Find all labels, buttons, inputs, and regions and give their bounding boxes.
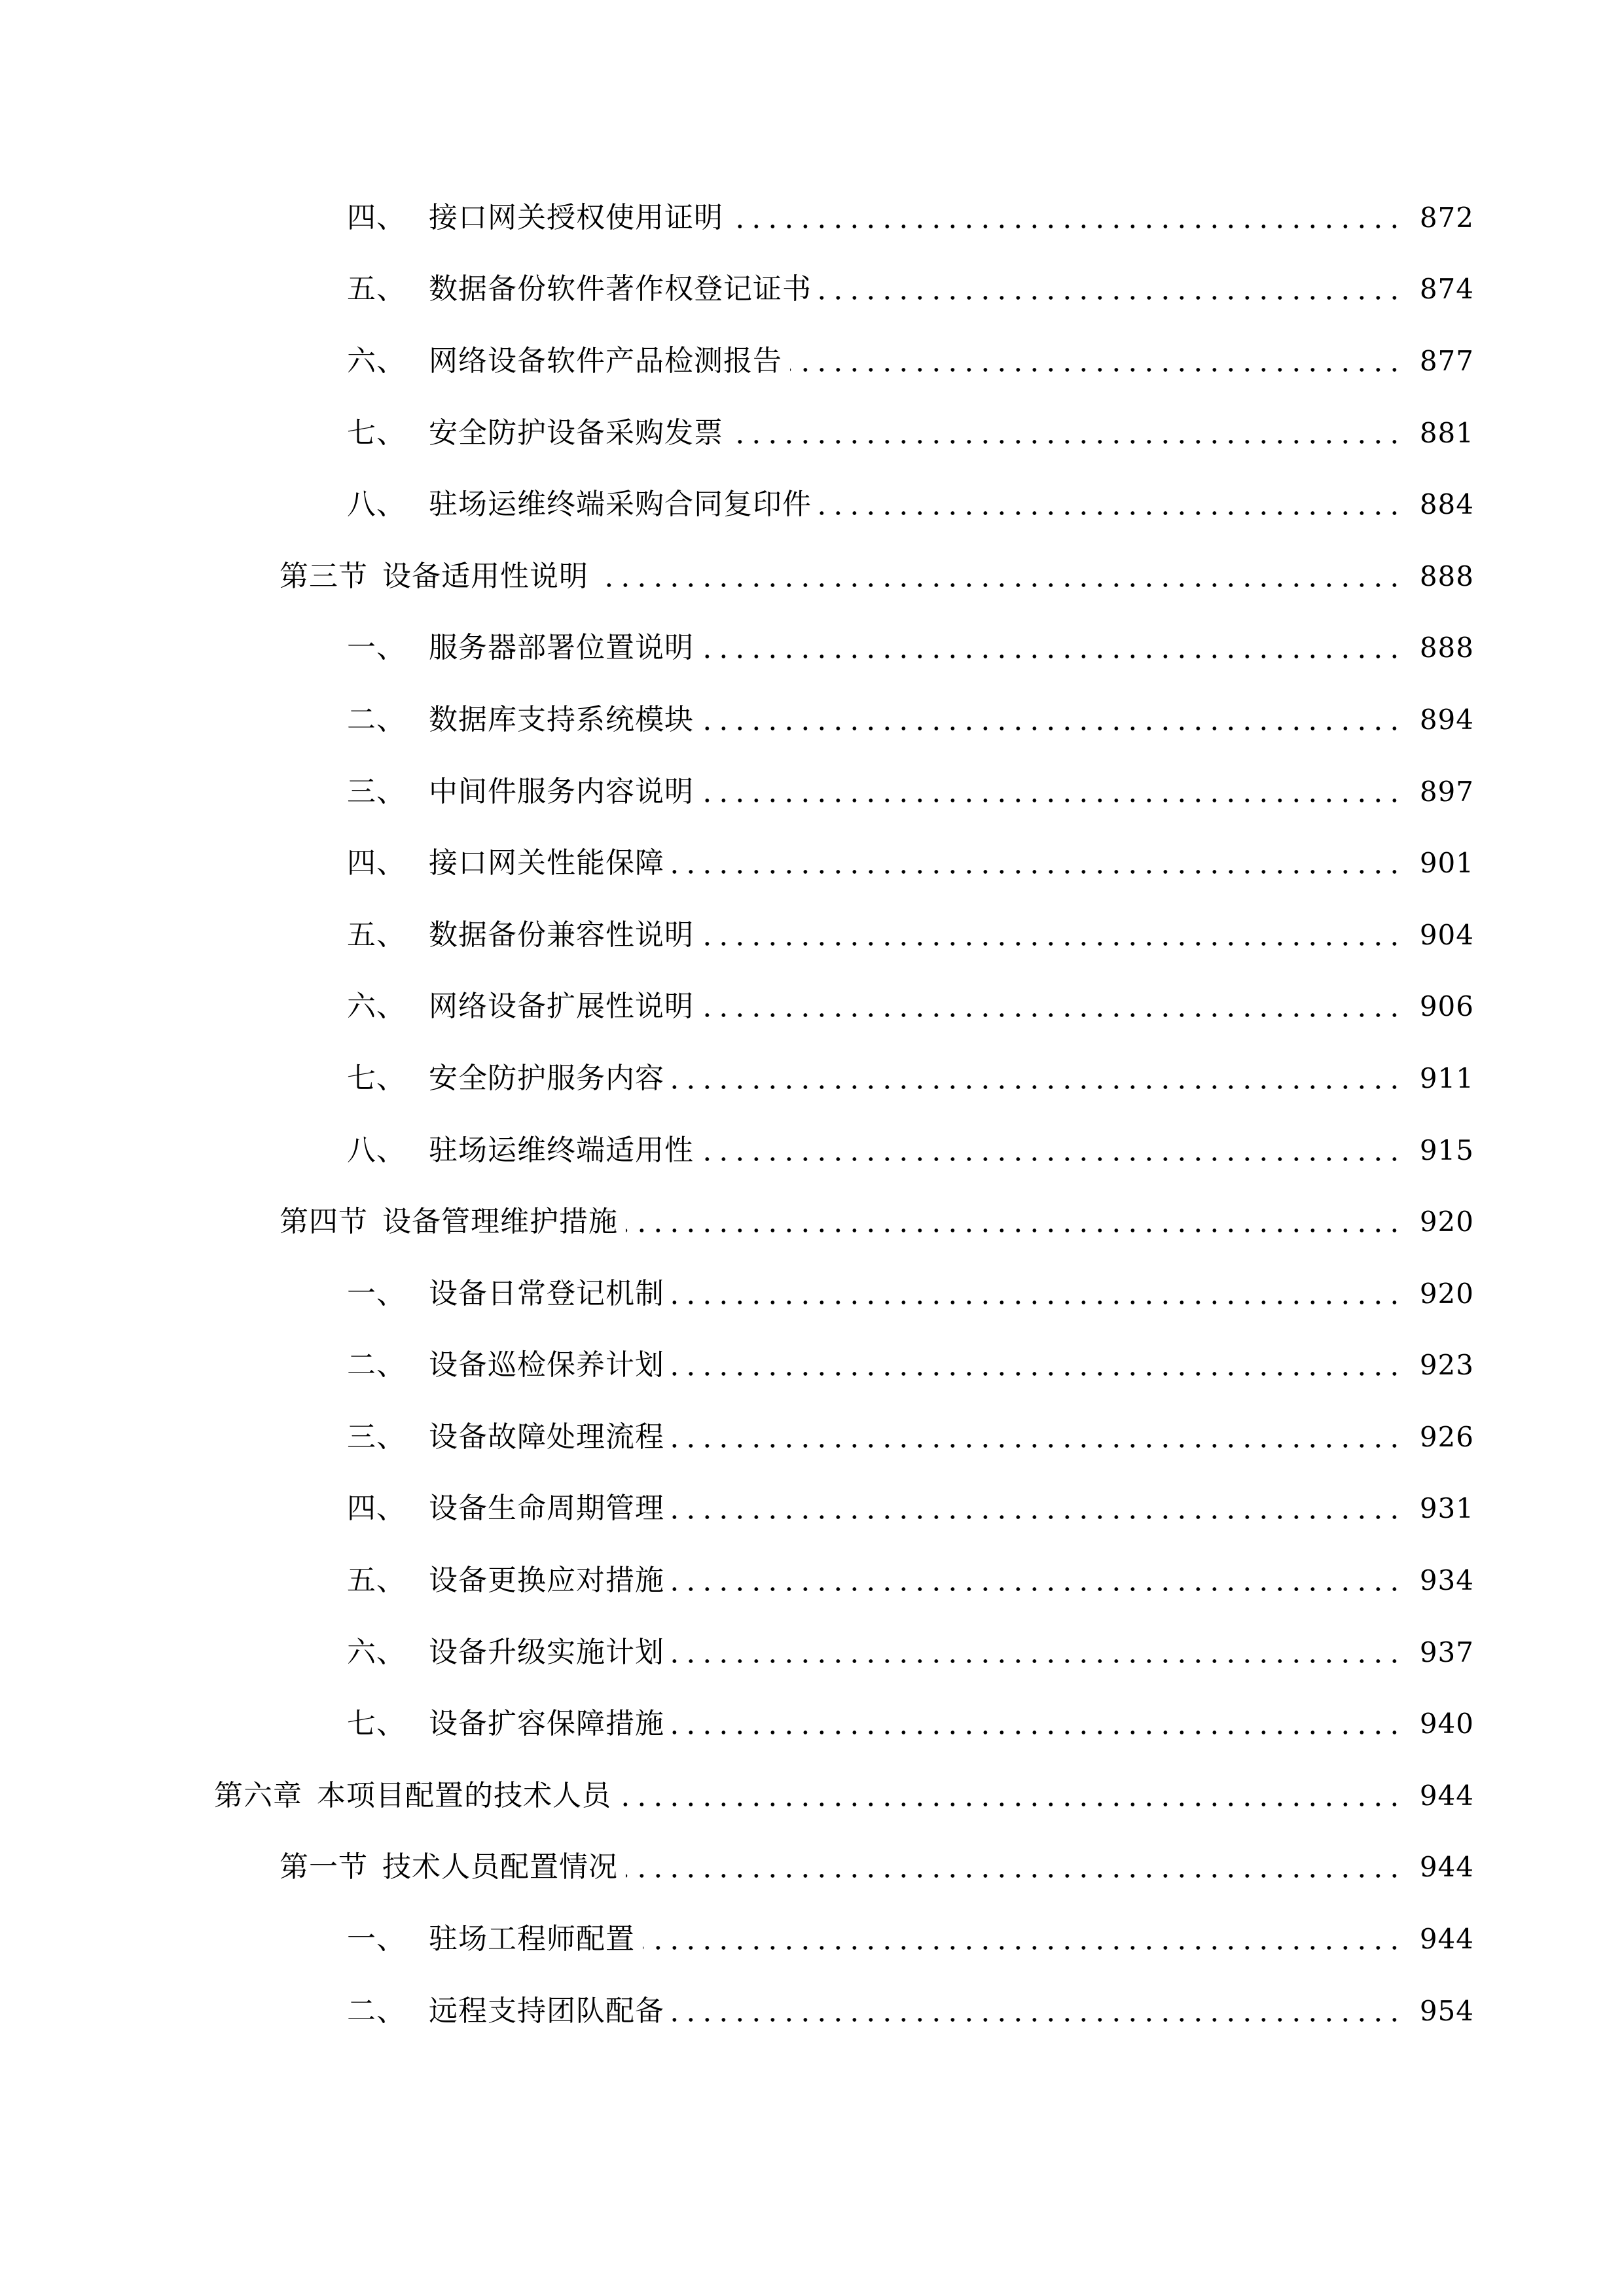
- toc-entry-label: [347, 1564, 664, 1598]
- toc-entry-title: 驻场工程师配置: [429, 1922, 635, 1956]
- toc-entry-title: 设备管理维护措施: [382, 1205, 618, 1239]
- toc-entry-label: [347, 272, 812, 306]
- toc-entry-title: 服务器部署位置说明: [429, 631, 694, 665]
- toc-entry-number: 一、: [347, 631, 406, 665]
- toc-entry-page-number: 894: [1419, 703, 1474, 736]
- toc-entry-title: 网络设备扩展性说明: [429, 990, 694, 1024]
- toc-entry-number: 第三节: [280, 559, 368, 593]
- toc-entry-item[interactable]: [0, 325, 1624, 397]
- toc-entry-item[interactable]: [0, 1115, 1624, 1187]
- toc-entry-item[interactable]: [0, 182, 1624, 254]
- toc-entry-page-number: 877: [1419, 344, 1474, 377]
- dot-leader: [702, 634, 1403, 662]
- dot-leader: [672, 1710, 1403, 1738]
- toc-entry-title: 中间件服务内容说明: [429, 774, 694, 808]
- dot-leader: [626, 1853, 1403, 1882]
- dot-leader: [672, 1638, 1403, 1667]
- dot-leader: [672, 849, 1403, 878]
- toc-entry-number: 六、: [347, 1635, 406, 1669]
- toc-entry-label: [347, 1635, 664, 1669]
- toc-entry-number: 三、: [347, 774, 406, 808]
- toc-entry-label: [347, 344, 782, 378]
- toc-entry-page-number: 874: [1419, 273, 1474, 306]
- toc-entry-page-number: 906: [1419, 990, 1474, 1023]
- toc-entry-number: 五、: [347, 1564, 406, 1598]
- dot-leader: [790, 347, 1403, 376]
- toc-entry-label: [280, 1205, 618, 1239]
- dot-leader: [672, 1064, 1403, 1093]
- dot-leader: [672, 1351, 1403, 1380]
- toc-entry-item[interactable]: [0, 1330, 1624, 1402]
- toc-entry-page-number: 904: [1419, 918, 1474, 951]
- toc-entry-page-number: 926: [1419, 1420, 1474, 1453]
- toc-entry-number: 四、: [347, 846, 406, 880]
- dot-leader: [619, 1782, 1403, 1810]
- toc-entry-number: 三、: [347, 1420, 406, 1454]
- toc-entry-title: 数据备份兼容性说明: [429, 918, 694, 952]
- toc-entry-page-number: 937: [1419, 1636, 1474, 1668]
- dot-leader: [702, 1136, 1403, 1165]
- toc-entry-number: 六、: [347, 990, 406, 1024]
- toc-entry-title: 安全防护设备采购发票: [429, 416, 723, 450]
- toc-entry-title: 安全防护服务内容: [429, 1061, 664, 1095]
- toc-entry-number: 二、: [347, 1348, 406, 1382]
- toc-entry-number: 二、: [347, 1994, 406, 2028]
- toc-entry-title: 设备生命周期管理: [429, 1492, 664, 1526]
- toc-entry-title: 设备日常登记机制: [429, 1276, 664, 1310]
- toc-entry-title: 设备巡检保养计划: [429, 1348, 664, 1382]
- toc-entry-title: 接口网关性能保障: [429, 846, 664, 880]
- toc-entry-item[interactable]: [0, 827, 1624, 899]
- toc-entry-label: [347, 416, 723, 450]
- toc-entry-item[interactable]: [0, 971, 1624, 1043]
- toc-entry-label: [347, 200, 723, 234]
- dot-leader: [731, 419, 1403, 448]
- dot-leader: [672, 1566, 1403, 1595]
- toc-entry-title: 设备故障处理流程: [429, 1420, 664, 1454]
- toc-entry-label: [347, 488, 812, 522]
- toc-entry-label: [347, 1922, 635, 1956]
- toc-entry-item[interactable]: [0, 1617, 1624, 1689]
- toc-entry-page-number: 944: [1419, 1779, 1474, 1812]
- toc-entry-section[interactable]: [0, 541, 1624, 613]
- toc-entry-item[interactable]: [0, 254, 1624, 326]
- toc-entry-item[interactable]: [0, 469, 1624, 541]
- toc-entry-label: [347, 1276, 664, 1310]
- dot-leader: [702, 921, 1403, 950]
- toc-entry-label: [347, 918, 694, 952]
- toc-entry-title: 设备更换应对措施: [429, 1564, 664, 1598]
- toc-entry-page-number: 920: [1419, 1206, 1474, 1238]
- toc-entry-page-number: 940: [1419, 1708, 1474, 1740]
- toc-entry-title: 技术人员配置情况: [382, 1850, 618, 1884]
- toc-entry-label: [347, 846, 664, 880]
- dot-leader: [672, 1997, 1403, 2026]
- toc-entry-item[interactable]: [0, 1688, 1624, 1760]
- toc-entry-item[interactable]: [0, 1473, 1624, 1545]
- toc-entry-number: 八、: [347, 1133, 406, 1167]
- toc-entry-title: 设备升级实施计划: [429, 1635, 664, 1669]
- toc-entry-label: [347, 1707, 664, 1741]
- toc-entry-item[interactable]: [0, 613, 1624, 685]
- toc-entry-item[interactable]: [0, 1258, 1624, 1330]
- toc-entry-number: 七、: [347, 1707, 406, 1741]
- toc-entry-item[interactable]: [0, 1903, 1624, 1975]
- dot-leader: [672, 1280, 1403, 1308]
- toc-entry-number: 第一节: [280, 1850, 368, 1884]
- toc-entry-page-number: 884: [1419, 488, 1474, 521]
- toc-entry-page-number: 954: [1419, 1994, 1474, 2027]
- toc-entry-item[interactable]: [0, 899, 1624, 971]
- toc-entry-title: 网络设备软件产品检测报告: [429, 344, 782, 378]
- toc-entry-title: 驻场运维终端采购合同复印件: [429, 488, 812, 522]
- dot-leader: [731, 204, 1403, 232]
- dot-leader: [820, 490, 1403, 519]
- toc-entry-number: 一、: [347, 1922, 406, 1956]
- toc-entry-title: 驻场运维终端适用性: [429, 1133, 694, 1167]
- toc-entry-page-number: 888: [1419, 560, 1474, 592]
- toc-entry-label: [347, 990, 694, 1024]
- toc-entry-number: 八、: [347, 488, 406, 522]
- toc-entry-page-number: 881: [1419, 416, 1474, 449]
- dot-leader: [702, 992, 1403, 1021]
- toc-entry-label: [214, 1778, 611, 1812]
- toc-entry-title: 本项目配置的技术人员: [317, 1778, 611, 1812]
- toc-entry-item[interactable]: [0, 1043, 1624, 1115]
- toc-entry-page-number: 920: [1419, 1277, 1474, 1310]
- toc-entry-number: 四、: [347, 1492, 406, 1526]
- dot-leader: [672, 1494, 1403, 1523]
- toc-entry-title: 接口网关授权使用证明: [429, 200, 723, 234]
- dot-leader: [820, 275, 1403, 304]
- toc-entry-label: [347, 774, 694, 808]
- toc-entry-title: 数据备份软件著作权登记证书: [429, 272, 812, 306]
- toc-entry-item[interactable]: [0, 756, 1624, 828]
- toc-entry-label: [347, 1420, 664, 1454]
- toc-entry-number: 五、: [347, 272, 406, 306]
- toc-entry-label: [280, 1850, 618, 1884]
- toc-entry-page-number: 897: [1419, 775, 1474, 808]
- toc-entry-item[interactable]: [0, 1401, 1624, 1473]
- toc-entry-chapter[interactable]: [0, 1760, 1624, 1832]
- toc-entry-item[interactable]: [0, 684, 1624, 756]
- toc-entry-page-number: 911: [1419, 1062, 1474, 1094]
- toc-entry-number: 第六章: [214, 1778, 302, 1812]
- dot-leader: [643, 1925, 1403, 1954]
- toc-entry-number: 七、: [347, 416, 406, 450]
- toc-entry-page-number: 934: [1419, 1564, 1474, 1597]
- toc-entry-label: [347, 1994, 664, 2028]
- toc-entry-page-number: 931: [1419, 1492, 1474, 1525]
- dot-leader: [672, 1423, 1403, 1452]
- toc-entry-title: 远程支持团队配备: [429, 1994, 664, 2028]
- toc-entry-page-number: 944: [1419, 1923, 1474, 1956]
- toc-entry-label: [280, 559, 588, 593]
- toc-entry-label: [347, 1133, 694, 1167]
- toc-entry-label: [347, 1492, 664, 1526]
- toc-entry-number: 第四节: [280, 1205, 368, 1239]
- dot-leader: [702, 706, 1403, 734]
- toc-entry-page-number: 923: [1419, 1349, 1474, 1382]
- toc-entry-page-number: 901: [1419, 847, 1474, 880]
- toc-entry-title: 数据库支持系统模块: [429, 702, 694, 736]
- toc-entry-section[interactable]: [0, 1832, 1624, 1904]
- toc-entry-number: 六、: [347, 344, 406, 378]
- toc-entry-number: 二、: [347, 702, 406, 736]
- toc-entry-label: [347, 631, 694, 665]
- toc-entry-item[interactable]: [0, 397, 1624, 469]
- table-of-contents: [0, 182, 1624, 2047]
- toc-entry-number: 七、: [347, 1061, 406, 1095]
- toc-entry-label: [347, 702, 694, 736]
- toc-entry-page-number: 888: [1419, 632, 1474, 664]
- toc-entry-page-number: 944: [1419, 1851, 1474, 1884]
- toc-entry-item[interactable]: [0, 1545, 1624, 1617]
- toc-entry-label: [347, 1061, 664, 1095]
- dot-leader: [702, 778, 1403, 806]
- toc-entry-label: [347, 1348, 664, 1382]
- toc-entry-title: 设备适用性说明: [382, 559, 588, 593]
- toc-entry-section[interactable]: [0, 1186, 1624, 1258]
- dot-leader: [626, 1208, 1403, 1236]
- toc-entry-title: 设备扩容保障措施: [429, 1707, 664, 1741]
- toc-entry-number: 一、: [347, 1276, 406, 1310]
- toc-entry-page-number: 915: [1419, 1134, 1474, 1166]
- toc-entry-number: 五、: [347, 918, 406, 952]
- dot-leader: [596, 562, 1403, 591]
- toc-entry-number: 四、: [347, 200, 406, 234]
- toc-entry-item[interactable]: [0, 1975, 1624, 2047]
- toc-entry-page-number: 872: [1419, 201, 1474, 234]
